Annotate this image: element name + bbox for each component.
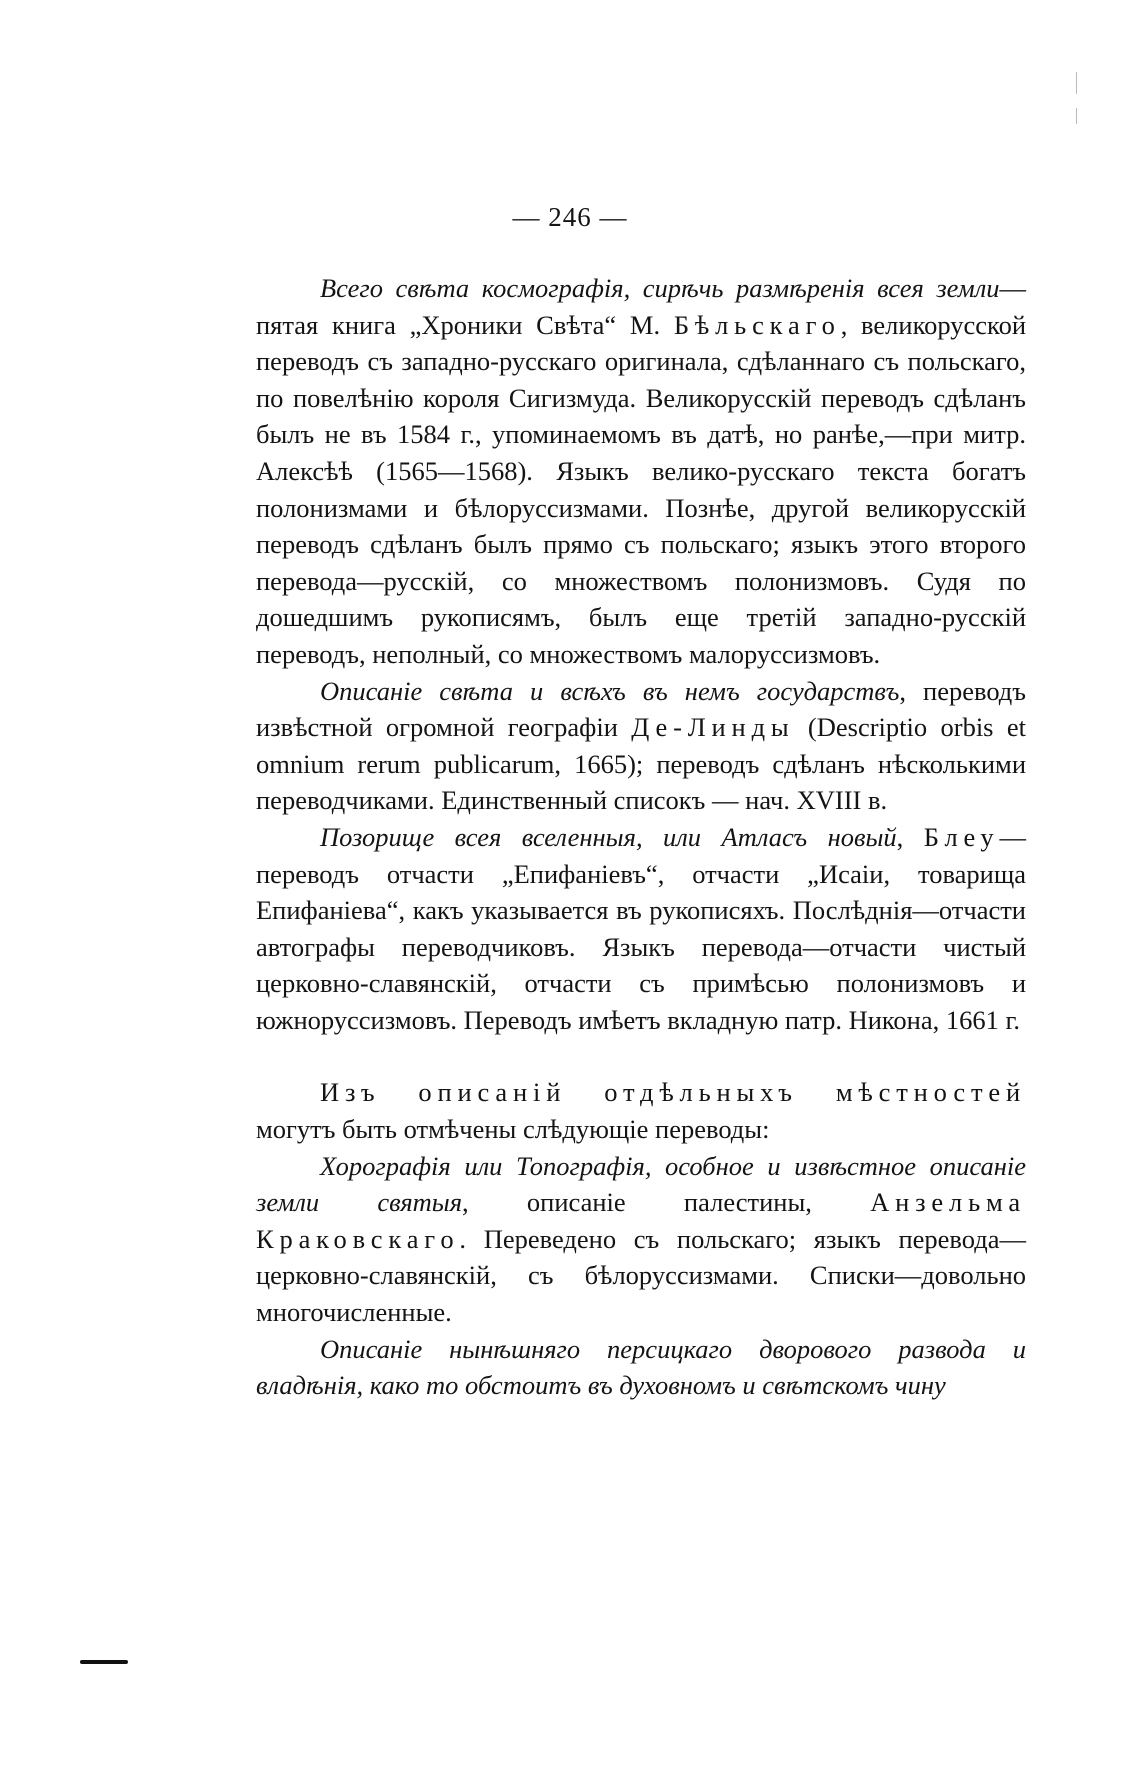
work-title: Описаніе нынѣшняго персицкаго дворового развода и владѣнія, како то обстоитъ въ духовномъ и свѣтскомъ чину [256,1333,1026,1401]
section-heading: Изъ описаній отдѣльныхъ мѣстностей [320,1077,1026,1108]
text-run: —переводъ отчасти „Епифаніевъ“, отчасти „Исаіи, товарища Епифаніева“, какъ указывается въ рукописяхъ. Послѣднія—отчасти автографы переводчиковъ. Языкъ перевода—отчасти чистый церковно-славянскій, отчасти съ примѣсью полонизмовъ и южноруссизмовъ. Переводъ имѣетъ вкладную патр. Никона, 1661 г. [256,821,1027,1035]
text-run: , описаніе палестины, [462,1187,871,1218]
text-run: (Descriptio orbis et omnium rerum publicarum, 1665); переводъ сдѣланъ нѣсколькими переводчиками. Единственный списокъ — нач. XVIII в. [256,712,1026,816]
text-run: . Переведено съ польскаго; языкъ перевода—церковно-славянскій, съ бѣлоруссизмами. Списки—довольно многочисленные. [256,1223,1026,1328]
body-text [256,270,1026,1404]
paragraph-chorography [256,1148,1026,1331]
section-gap [256,1038,1026,1074]
work-title: Всего свѣта космографія, сирѣчь размѣренія всея земли [320,273,1000,303]
paragraph-atlas [256,819,1026,1039]
text-run: , переводъ извѣстной огромной географіи [256,675,1026,743]
work-title: Хорографія или Топографія, особное и извѣстное описаніе земли святыя [256,1150,1026,1218]
text-run: могутъ быть отмѣчены слѣдующіе переводы: [256,1114,770,1145]
author-name: Анзельма Краковскаго [256,1187,1026,1254]
page-number: — 246 — [512,202,628,232]
work-title: Позорище всея вселенныя, или Атласъ новый [320,821,897,852]
paragraph-localities-intro [256,1074,1026,1147]
paragraph-cosmography [256,270,1026,673]
margin-mark [1076,108,1077,124]
text-run: , великорусской переводъ съ западно-русскаго оригинала, сдѣланнаго съ польскаго, по повелѣнію короля Сигизмуда. Великорусскій переводъ сдѣланъ былъ не въ 1584 г., упоминаемомъ въ датѣ, но ранѣе,—при митр. Алексѣѣ (1565—1568). Языкъ велико-русскаго текста богатъ полонизмами и бѣлоруссизмами. Познѣе, другой великорусскій переводъ сдѣланъ былъ прямо съ польскаго; языкъ этого второго перевода—русскій, со множествомъ полонизмовъ. Судя по дошедшимъ рукописямъ, былъ еще третій западно-русскій переводъ, неполный, со множествомъ малоруссизмовъ. [256,309,1026,669]
work-title: Описаніе свѣта и всѣхъ въ немъ государствъ [320,675,900,706]
text-run: —пятая книга „Хроники Свѣта“ М. [256,273,1026,340]
paragraph-description-of-world [256,673,1026,819]
author-name: Блеу [923,821,1000,852]
author-name: Де-Линды [631,712,795,743]
ink-mark [80,1660,128,1664]
margin-mark [1076,72,1077,94]
text-run: , [896,821,924,852]
paragraph-persian-description [256,1331,1026,1404]
author-name: Бѣльскаго [673,309,841,340]
